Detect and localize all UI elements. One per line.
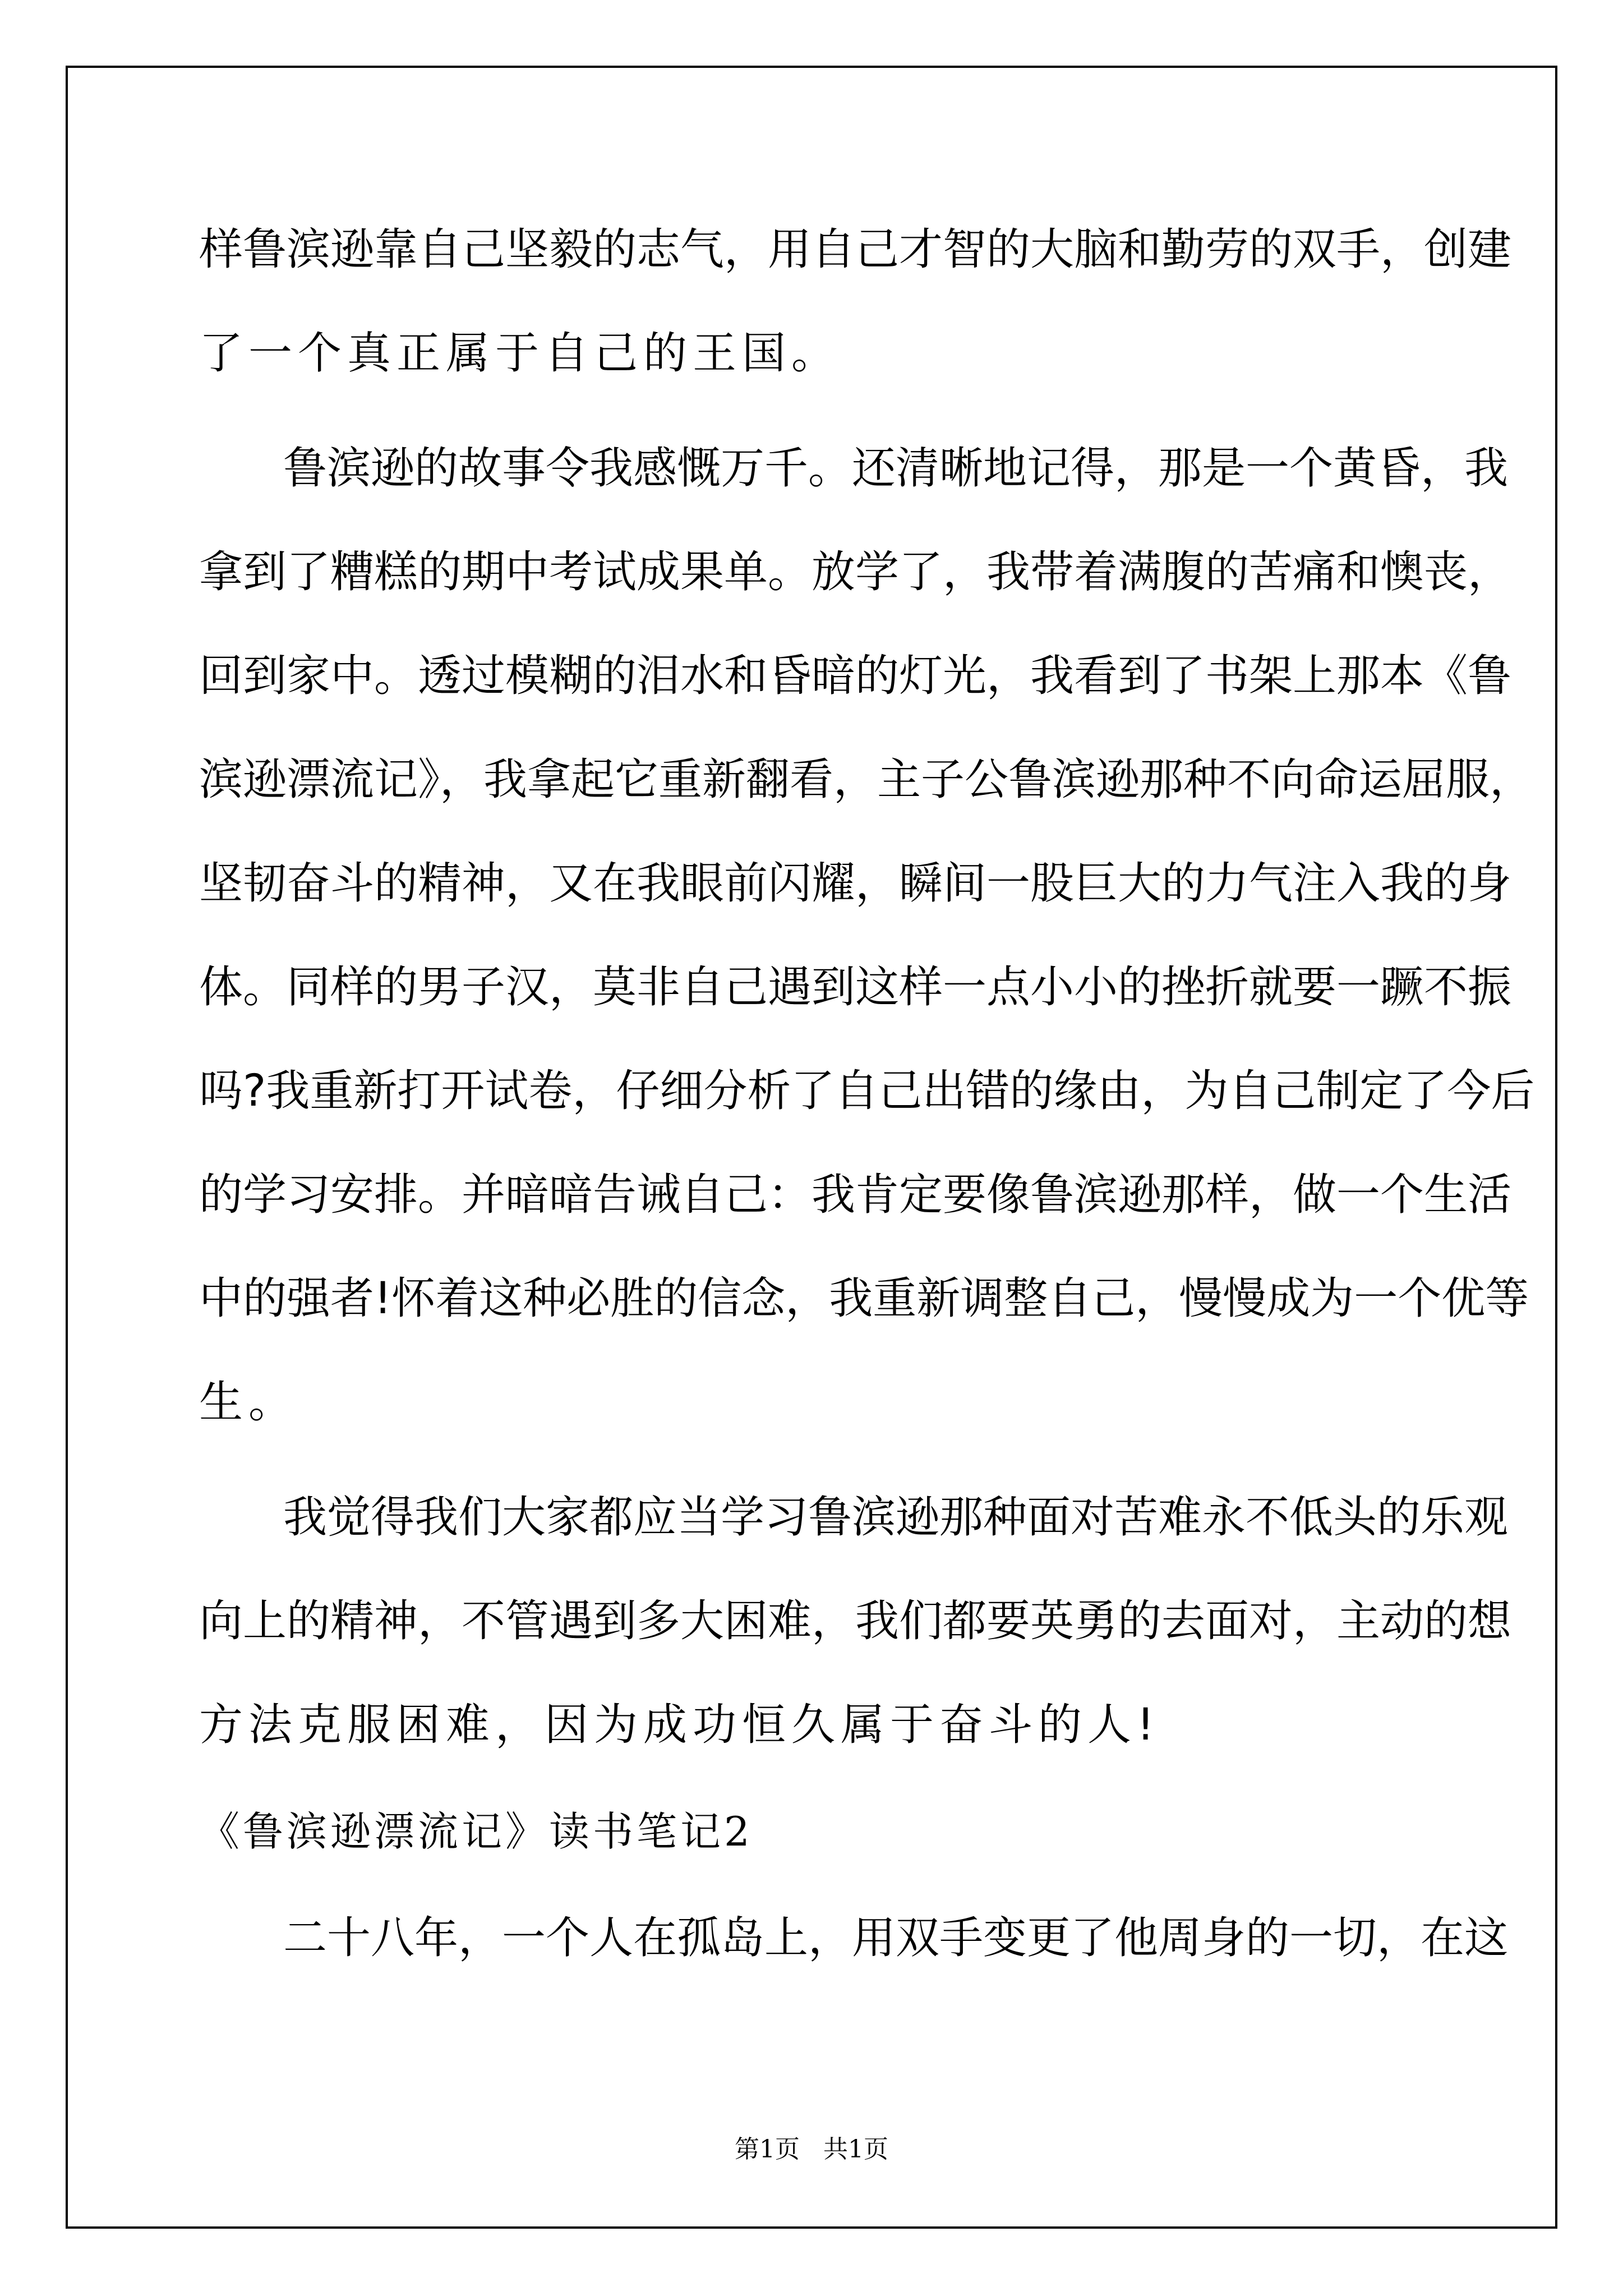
paragraph-line: 吗?我重新打开试卷，仔细分析了自己出错的缘由，为自己制定了今后 [199,1066,1535,1116]
paragraph-line: 滨逊漂流记》，我拿起它重新翻看，主子公鲁滨逊那种不向命运屈服， [199,754,1534,805]
paragraph-line: 我觉得我们大家都应当学习鲁滨逊那种面对苦难永不低头的乐观 [283,1492,1509,1543]
paragraph-line: 鲁滨逊的故事令我感慨万千。还清晰地记得，那是一个黄昏，我 [283,443,1509,494]
paragraph-line: 生。 [199,1377,298,1428]
paragraph-line: 中的强者!怀着这种必胜的信念，我重新调整自己，慢慢成为一个优等 [199,1273,1529,1324]
paragraph-line: 方法克服困难，因为成功恒久属于奋斗的人! [199,1700,1160,1750]
paragraph-line: 的学习安排。并暗暗告诫自己：我肯定要像鲁滨逊那样，做一个生活 [199,1170,1512,1220]
paragraph-line: 回到家中。透过模糊的泪水和昏暗的灯光，我看到了书架上那本《鲁 [199,651,1512,701]
paragraph-line: 二十八年，一个人在孤岛上，用双手变更了他周身的一切，在这 [283,1913,1509,1963]
paragraph-line: 拿到了糟糕的期中考试成果单。放学了，我带着满腹的苦痛和懊丧， [199,547,1512,597]
paragraph-line: 了一个真正属于自己的王国。 [199,328,841,379]
paragraph-line: 样鲁滨逊靠自己坚毅的志气，用自己才智的大脑和勤劳的双手，创建 [199,224,1512,275]
section-heading: 《鲁滨逊漂流记》读书笔记2 [199,1808,753,1855]
page-footer: 第1页 共1页 [735,2135,888,2164]
paragraph-line: 体。同样的男子汉，莫非自己遇到这样一点小小的挫折就要一蹶不振 [199,962,1512,1013]
paragraph-line: 坚韧奋斗的精神，又在我眼前闪耀，瞬间一股巨大的力气注入我的身 [199,858,1512,909]
paragraph-line: 向上的精神，不管遇到多大困难，我们都要英勇的去面对，主动的想 [199,1596,1512,1646]
